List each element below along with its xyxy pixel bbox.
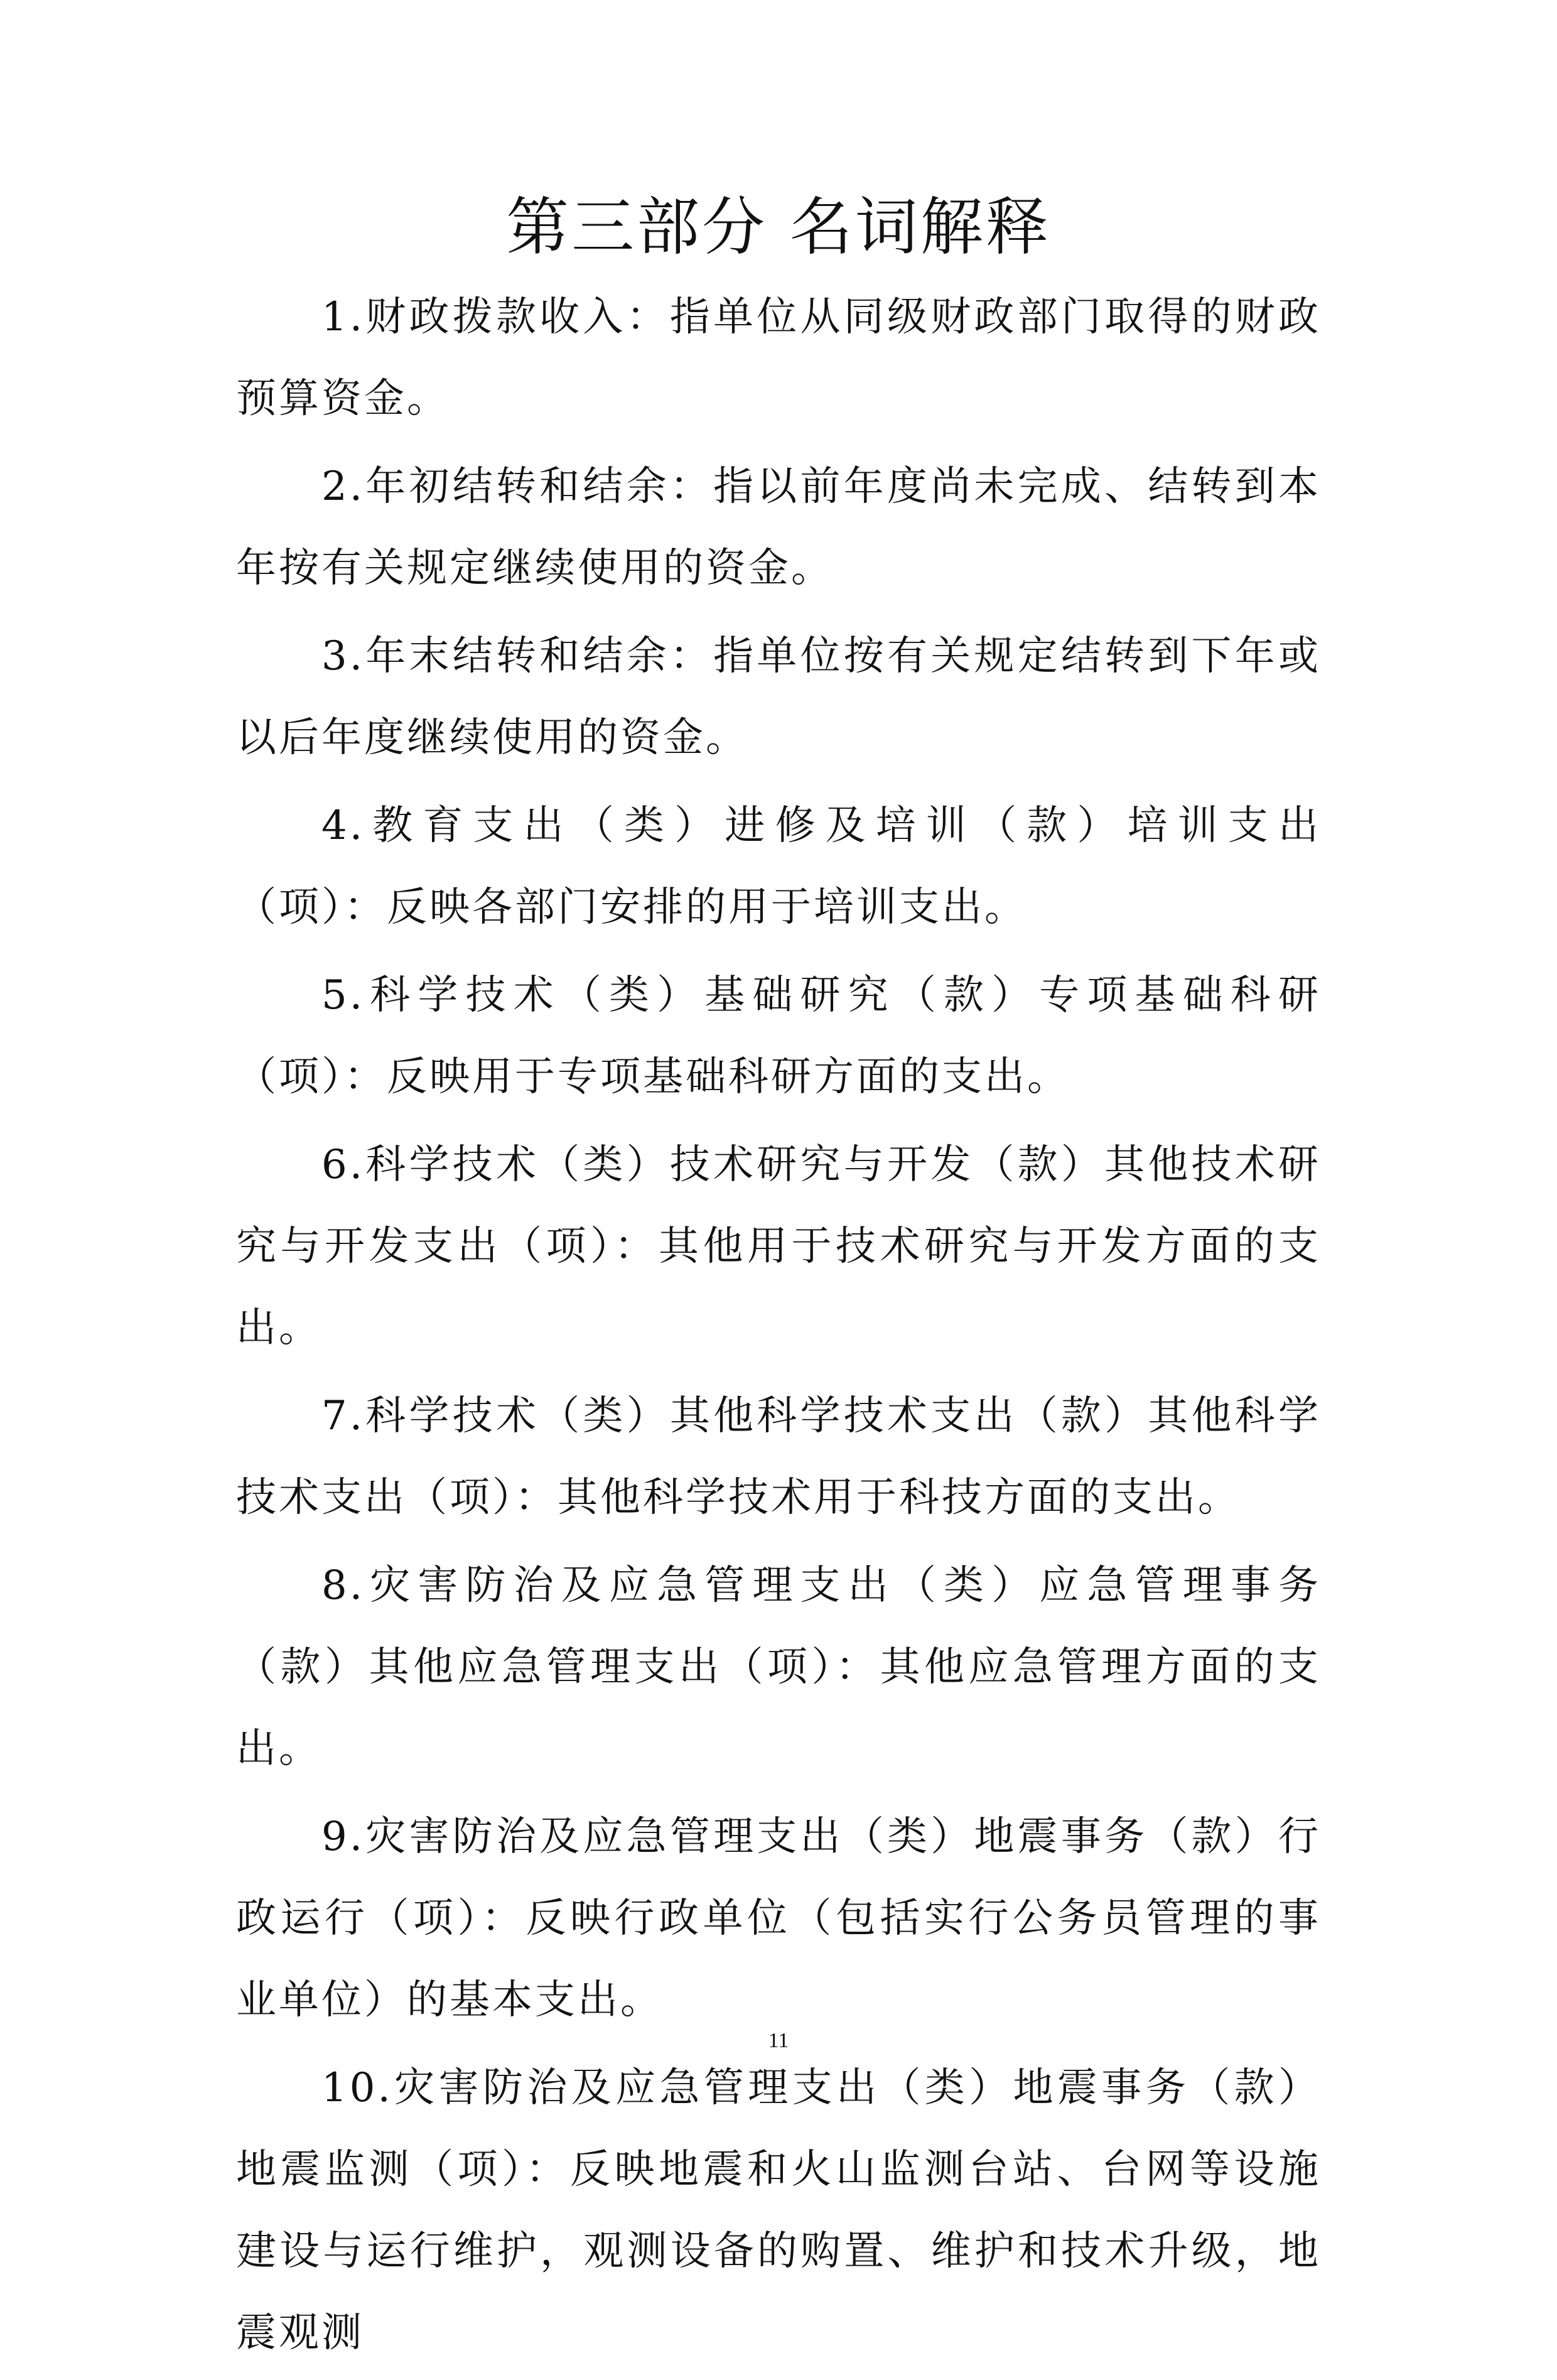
glossary-item-2: 2.年初结转和结余：指以前年度尚未完成、结转到本年按有关规定继续使用的资金。: [236, 463, 1321, 592]
glossary-item-8: 8.灾害防治及应急管理支出（类）应急管理事务（款）其他应急管理支出（项）：其他应急管理方面的支出。: [236, 1562, 1321, 1772]
glossary-item-10: 10.灾害防治及应急管理支出（类）地震事务（款）地震监测（项）：反映地震和火山监测台站、台网等设施建设与运行维护，观测设备的购置、维护和技术升级，地震观测: [236, 2065, 1321, 2356]
page-title: 第三部分 名词解释: [506, 190, 1051, 264]
glossary-item-4: 4.教育支出（类）进修及培训（款）培训支出（项）：反映各部门安排的用于培训支出。: [236, 803, 1321, 931]
glossary-item-3: 3.年末结转和结余：指单位按有关规定结转到下年或以后年度继续使用的资金。: [236, 633, 1321, 761]
glossary-body: [236, 276, 1321, 2380]
glossary-item-9: 9.灾害防治及应急管理支出（类）地震事务（款）行政运行（项）：反映行政单位（包括实行公务员管理的事业单位）的基本支出。: [236, 1814, 1321, 2023]
glossary-item-7: 7.科学技术（类）其他科学技术支出（款）其他科学技术支出（项）：其他科学技术用于科技方面的支出。: [236, 1393, 1321, 1521]
glossary-item-6: 6.科学技术（类）技术研究与开发（款）其他技术研究与开发支出（项）：其他用于技术研究与开发方面的支出。: [236, 1142, 1321, 1351]
glossary-item-1: 1.财政拨款收入：指单位从同级财政部门取得的财政预算资金。: [236, 294, 1321, 422]
page-number: 11: [768, 2029, 789, 2052]
glossary-item-5: 5.科学技术（类）基础研究（款）专项基础科研（项）：反映用于专项基础科研方面的支出。: [236, 972, 1321, 1100]
